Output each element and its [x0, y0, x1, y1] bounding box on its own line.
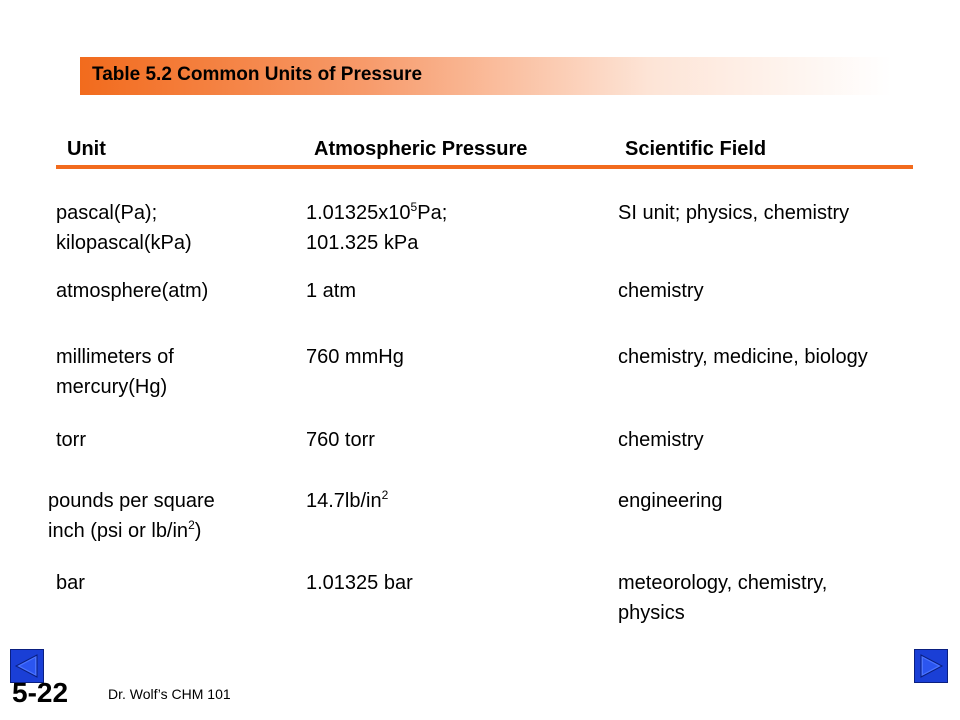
footer-credit: Dr. Wolf’s CHM 101 — [108, 686, 231, 702]
row-pascal-pressure — [306, 198, 447, 258]
pressure-value: 101.325 kPa — [306, 232, 419, 254]
unit-line-end: ) — [194, 520, 202, 542]
row-torr-field: chemistry — [618, 429, 704, 451]
row-mmhg-pressure: 760 mmHg — [306, 346, 404, 368]
header-scientific-field: Scientific Field — [625, 138, 767, 160]
exponent: 2 — [381, 488, 389, 502]
row-atmosphere-pressure: 1 atm — [306, 280, 357, 302]
exponent: 2 — [188, 518, 195, 532]
row-atmosphere-field: chemistry — [618, 280, 704, 302]
row-pascal-field: SI unit; physics, chemistry — [618, 202, 850, 224]
header-unit: Unit — [67, 138, 106, 160]
row-atmosphere-unit: atmosphere(atm) — [56, 280, 209, 302]
field-line: physics — [618, 602, 685, 624]
row-psi-field: engineering — [618, 490, 723, 512]
field-line: meteorology, chemistry, — [618, 572, 828, 594]
row-psi-unit — [48, 486, 215, 546]
row-psi-pressure — [306, 486, 388, 516]
header-divider — [56, 165, 913, 169]
row-torr-pressure: 760 torr — [306, 429, 375, 451]
row-bar-pressure: 1.01325 bar — [306, 572, 413, 594]
unit-line: kilopascal(kPa) — [56, 232, 192, 254]
pressure-unit: Pa; — [417, 202, 448, 224]
header-atmospheric-pressure: Atmospheric Pressure — [314, 138, 528, 160]
table-title: Table 5.2 Common Units of Pressure — [92, 64, 423, 85]
unit-line: inch (psi or lb/in — [48, 520, 189, 542]
row-mmhg-field: chemistry, medicine, biology — [618, 346, 868, 368]
row-bar-unit: bar — [56, 572, 85, 594]
row-pascal-unit — [56, 198, 192, 258]
unit-line: pounds per square — [48, 490, 215, 512]
row-bar-field — [618, 568, 827, 628]
next-slide-button[interactable] — [914, 649, 948, 683]
unit-line: millimeters of — [56, 346, 174, 368]
row-mmhg-unit — [56, 342, 174, 402]
pressure-value: 1.01325x10 — [306, 202, 411, 224]
unit-line: mercury(Hg) — [56, 376, 168, 398]
unit-line: pascal(Pa); — [56, 202, 158, 224]
exponent: 5 — [410, 200, 418, 214]
pressure-value: 14.7lb/in — [306, 490, 382, 512]
next-slide-icon — [915, 650, 947, 682]
row-torr-unit: torr — [56, 429, 86, 451]
slide-number: 5-22 — [12, 677, 69, 708]
